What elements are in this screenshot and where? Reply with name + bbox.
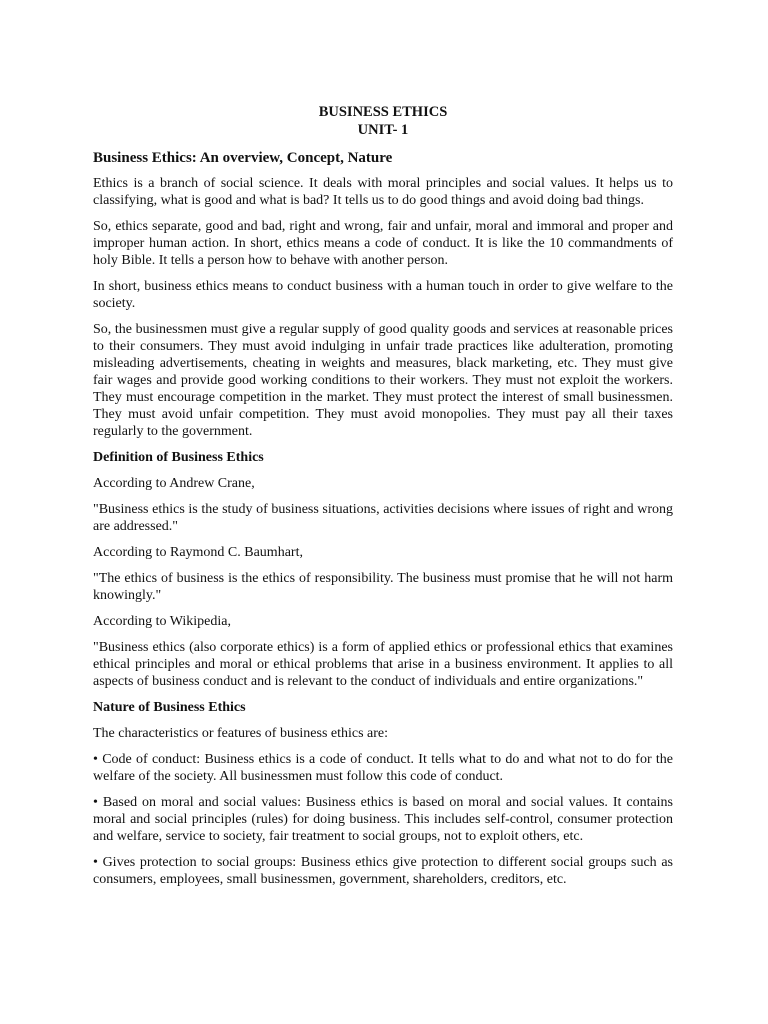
nature-intro: The characteristics or features of business ethics are: bbox=[93, 726, 389, 741]
definition-source: According to Wikipedia, bbox=[93, 614, 231, 629]
nature-heading: Nature of Business Ethics bbox=[93, 700, 246, 715]
definition-quote: "Business ethics (also corporate ethics) is a form of applied ethics or professional ethics that examines ethical principles and moral or ethical problems that arise in a business environment. It applies to all aspects of business conduct and is relevant to the conduct of individuals and entire organizations." bbox=[93, 640, 673, 689]
overview-paragraph: Ethics is a branch of social science. It deals with moral principles and social values. It helps us to classifying, what is good and what is bad? It tells us to do good things and avoid doing bad things. bbox=[93, 176, 673, 208]
overview-paragraph: So, ethics separate, good and bad, right and wrong, fair and unfair, moral and immoral and proper and improper human action. In short, ethics means a code of conduct. It is like the 10 commandments of holy Bible. It tells a person how to behave with another person. bbox=[93, 219, 673, 268]
definition-source: According to Raymond C. Baumhart, bbox=[93, 545, 303, 560]
definition-source: According to Andrew Crane, bbox=[93, 476, 255, 491]
unit-label: UNIT- 1 bbox=[357, 122, 409, 138]
document-title: BUSINESS ETHICS bbox=[318, 104, 448, 120]
definition-quote: "Business ethics is the study of business situations, activities decisions where issues of right and wrong are addressed." bbox=[93, 502, 673, 534]
definition-quote: "The ethics of business is the ethics of responsibility. The business must promise that he will not harm knowingly." bbox=[93, 571, 673, 603]
nature-bullet-item: • Code of conduct: Business ethics is a code of conduct. It tells what to do and what not to do for the welfare of the society. All businessmen must follow this code of conduct. bbox=[93, 751, 673, 785]
definition-heading: Definition of Business Ethics bbox=[93, 450, 264, 465]
overview-paragraph: So, the businessmen must give a regular supply of good quality goods and services at reasonable prices to their consumers. They must avoid indulging in unfair trade practices like adulteration, promoting misleading advertisements, cheating in weights and measures, black marketing, etc. They must give fair wages and provide good working conditions to their workers. They must not exploit the workers. They must encourage competition in the market. They must protect the interest of small businessmen. They must avoid unfair competition. They must avoid monopolies. They must pay all their taxes regularly to the government. bbox=[93, 322, 673, 439]
document-header bbox=[93, 103, 673, 139]
document-page bbox=[93, 103, 673, 897]
overview-heading: Business Ethics: An overview, Concept, Nature bbox=[93, 150, 393, 166]
nature-bullet-item: • Gives protection to social groups: Business ethics give protection to different social groups such as consumers, employees, small businessmen, government, shareholders, creditors, etc. bbox=[93, 854, 673, 888]
nature-bullet-item: • Based on moral and social values: Business ethics is based on moral and social values. It contains moral and social principles (rules) for doing business. This includes self-control, consumer protection and welfare, service to society, fair treatment to social groups, not to exploit others, etc. bbox=[93, 794, 673, 845]
overview-paragraph: In short, business ethics means to conduct business with a human touch in order to give welfare to the society. bbox=[93, 279, 673, 311]
